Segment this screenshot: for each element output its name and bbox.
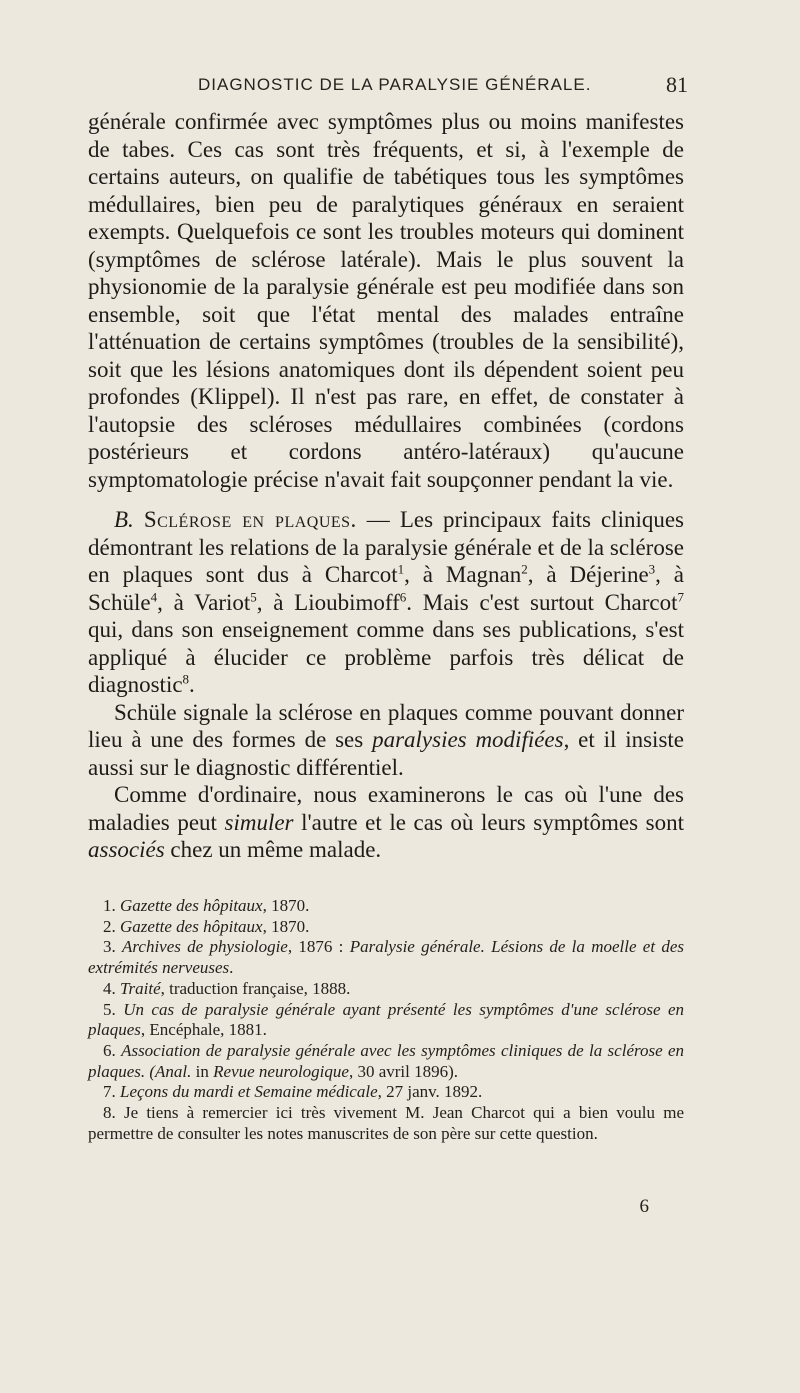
footnote-title: Paralysie générale. Lésions de la moelle et des extrémités nerveuses	[88, 937, 684, 978]
signature-mark: 6	[639, 1196, 649, 1217]
footnote-title: Revue neurologique	[213, 1061, 349, 1081]
footnote-number: 2.	[103, 916, 116, 936]
paragraph-3-text: Schüle signale la sclérose en plaques comme pouvant donner lieu à une des formes de ses	[88, 699, 684, 752]
footnote-ref-2: 2	[521, 561, 528, 577]
footnote	[88, 937, 684, 978]
paragraph-2-text: , à Lioubimoff	[256, 589, 400, 615]
paragraph-2-text: qui, dans son enseignement comme dans ses publications, s'est appliqué à élucider ce problème parfois très délicat de diagnostic	[88, 617, 684, 697]
header-title: DIAGNOSTIC DE LA PARALYSIE GÉNÉRALE.	[198, 75, 592, 94]
paragraph-2-text: . Mais c'est surtout Charcot	[406, 589, 678, 615]
footnote-number: 6.	[103, 1040, 116, 1060]
footnote-ref-1: 1	[397, 561, 405, 577]
footnote-ref-3: 3	[648, 561, 656, 577]
footnote	[88, 1041, 684, 1082]
paragraph-4-text: Comme d'ordinaire, nous examinerons le cas où l'une des maladies peut	[88, 782, 684, 835]
footnote-text: , 1870.	[262, 916, 310, 936]
footnote	[88, 917, 684, 938]
footnote	[88, 896, 684, 917]
footnote-text: , Encéphale, 1881.	[140, 1020, 267, 1040]
footnote-number: 3.	[103, 937, 116, 957]
body-text	[88, 108, 684, 864]
footnote-number: 8.	[103, 1103, 116, 1123]
running-header	[88, 72, 688, 102]
footnote-title: Leçons du mardi et Semaine médicale	[120, 1082, 378, 1102]
footnote-title: Association de paralysie générale avec les symptômes cliniques de la sclérose en plaques. (Anal.	[88, 1040, 684, 1081]
section-label: B.	[114, 507, 134, 532]
footnote-ref-6: 6	[399, 588, 407, 604]
paragraph-2-text: .	[189, 672, 195, 697]
footnote-text: in	[191, 1061, 214, 1081]
footnote-ref-5: 5	[250, 588, 257, 604]
footnote-text: .	[229, 958, 234, 978]
footnote-text: Je tiens à remercier ici très vivement M. Jean Charcot qui a bien voulu me permettre de consulter les notes manuscrites de son père sur cette question.	[88, 1103, 685, 1143]
footnote	[88, 1103, 684, 1144]
paragraph-2-text: , à Déjerine	[527, 562, 649, 587]
paragraph-4-text: chez un même malade.	[164, 837, 382, 862]
paragraph-3-text: , et il insiste aussi sur le diagnostic différentiel.	[88, 727, 684, 780]
paragraph-2-text: , à Schüle	[88, 562, 684, 615]
section-heading: Sclérose en plaques.	[143, 507, 357, 532]
footnote-text: , 27 janv. 1892.	[377, 1082, 483, 1102]
footnote-title: Archives de physiologie	[122, 937, 288, 957]
emphasis: associés	[88, 837, 165, 862]
heading-dash: —	[356, 507, 400, 532]
page-number: 81	[666, 72, 688, 97]
paragraph-2-text: , à Variot	[157, 589, 251, 615]
footnote-title: Un cas de paralysie générale ayant présenté les symptômes d'une sclérose en plaques	[88, 999, 685, 1040]
footnote-number: 5.	[103, 999, 116, 1019]
footnote	[88, 1000, 684, 1041]
footnote-number: 7.	[103, 1082, 116, 1102]
emphasis: paralysies modifiées	[372, 727, 564, 752]
paragraph-4	[88, 781, 684, 864]
footnote-title: Traité	[120, 978, 161, 998]
paragraph-4-text: l'autre et le cas où leurs symptômes sont	[293, 809, 684, 835]
footnote-text: , 1876 :	[287, 937, 350, 957]
footnote-text: , 30 avril 1896).	[348, 1061, 459, 1081]
footnote-number: 4.	[103, 978, 116, 998]
footnote-text: , 1870.	[262, 896, 310, 915]
footnote-ref-7: 7	[677, 588, 684, 604]
footnote-ref-4: 4	[150, 588, 158, 604]
paragraph-2	[88, 506, 684, 699]
emphasis: simuler	[224, 809, 294, 835]
paragraph-3	[88, 699, 684, 782]
paragraph-2-text: , à Magnan	[404, 562, 522, 587]
paragraph-1: générale confirmée avec symptômes plus ou moins manifestes de tabes. Ces cas sont très fréquents, et si, à l'exemple de certains auteurs, on qualifie de tabétiques tous les symptômes médullaires, bien peu de paralytiques généraux en seraient exempts. Quelquefois ce sont les troubles moteurs qui dominent (symptômes de sclérose latérale). Mais le plus souvent la physionomie de la paralysie générale est peu modifiée dans son ensemble, soit que l'état mental des malades entraîne l'atténuation de certains symptômes (troubles de la sensibilité), soit que les lésions anatomiques dont ils dépendent soient peu profondes (Klippel). Il n'est pas rare, en effet, de constater à l'autopsie des scléroses médullaires combinées (cordons postérieurs et cordons antéro-latéraux) qu'aucune symptomatologie précise n'avait fait soupçonner pendant la vie.	[88, 109, 684, 492]
footnote-text: , traduction française, 1888.	[160, 978, 351, 998]
footnote-title: Gazette des hôpitaux	[120, 896, 263, 915]
paragraph-2-text: Les principaux faits cliniques démontrant les relations de la paralysie générale et de la sclérose en plaques sont dus à Charcot	[88, 507, 685, 587]
footnotes	[88, 896, 684, 1144]
footnote-number: 1.	[103, 896, 116, 915]
footnote	[88, 1082, 684, 1103]
footnote	[88, 979, 684, 1000]
footnote-ref-8: 8	[182, 671, 190, 687]
footnote-title: Gazette des hôpitaux	[120, 916, 263, 936]
